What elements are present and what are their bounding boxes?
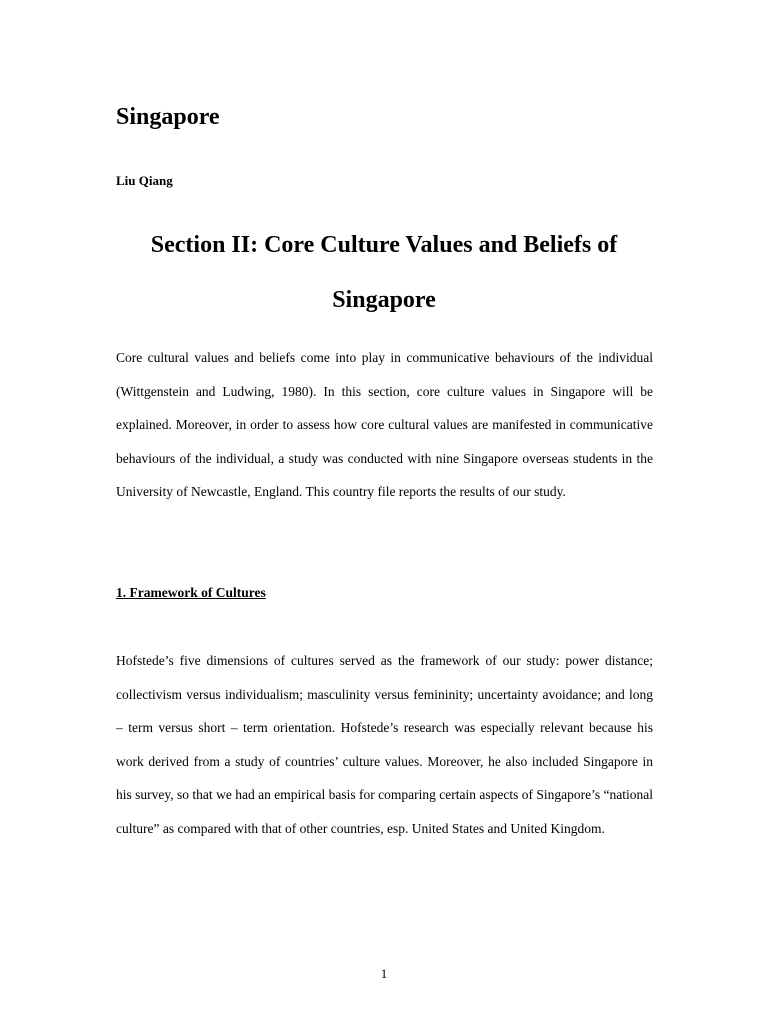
author-name: Liu Qiang: [116, 173, 173, 188]
subheading-framework: 1. Framework of Cultures: [116, 585, 266, 600]
section-heading: Section II: Core Culture Values and Beliefs of Singapore: [150, 232, 618, 313]
body-paragraph-framework: Hofstede’s five dimensions of cultures served as the framework of our study: power distance; collectivism versus individualism; masculinity versus femininity; uncertainty avoidance; and long – term versus short – term orientation. Hofstede’s research was especially relevant because his work derived from a study of countries’ culture values. Moreover, he also included Singapore in his survey, so that we had an empirical basis for comparing certain aspects of Singapore’s “national culture” as compared with that of other countries, esp. United States and United Kingdom.: [116, 653, 653, 836]
document-title: Singapore: [116, 104, 220, 130]
page-number: 1: [380, 966, 388, 981]
body-paragraph-intro: Core cultural values and beliefs come into play in communicative behaviours of the individual (Wittgenstein and Ludwing, 1980). In this section, core culture values in Singapore will be explained. Moreover, in order to assess how core cultural values are manifested in communicative behaviours of the individual, a study was conducted with nine Singapore overseas students in the University of Newcastle, England. This country file reports the results of our study.: [116, 350, 653, 499]
